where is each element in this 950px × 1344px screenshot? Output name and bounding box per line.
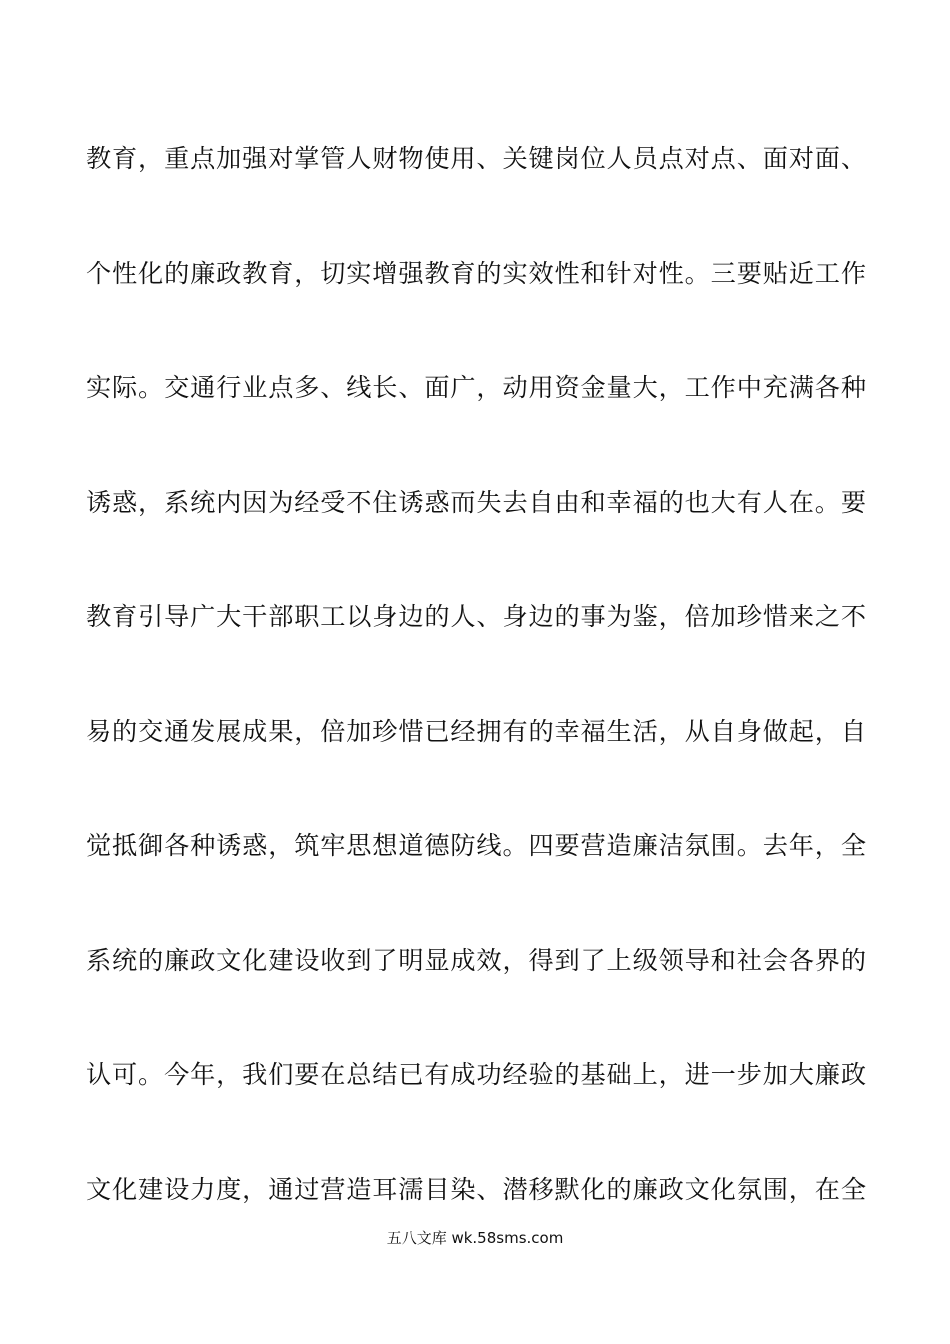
text-line: 觉抵御各种诱惑，筑牢思想道德防线。四要营造廉洁氛围。去年，全 [86,831,866,860]
text-line: 文化建设力度，通过营造耳濡目染、潜移默化的廉政文化氛围，在全 [86,1174,866,1204]
page-footer: 五八文库 wk.58sms.com [386,1229,564,1247]
text-line: 教育引导广大干部职工以身边的人、身边的事为鉴，倍加珍惜来之不 [86,602,866,631]
text-line: 系统的廉政文化建设收到了明显成效，得到了上级领导和社会各界的 [86,945,866,975]
body-text [86,130,866,1275]
text-line: 诱惑，系统内因为经受不住诱惑而失去自由和幸福的也大有人在。要 [86,487,866,517]
text-line: 认可。今年，我们要在总结已有成功经验的基础上，进一步加大廉政 [86,1060,866,1089]
text-line: 个性化的廉政教育，切实增强教育的实效性和针对性。三要贴近工作 [86,258,866,288]
text-line: 实际。交通行业点多、线长、面广，动用资金量大，工作中充满各种 [86,373,866,402]
text-line: 教育，重点加强对掌管人财物使用、关键岗位人员点对点、面对面、 [86,144,866,173]
text-line: 易的交通发展成果，倍加珍惜已经拥有的幸福生活，从自身做起，自 [86,716,866,746]
